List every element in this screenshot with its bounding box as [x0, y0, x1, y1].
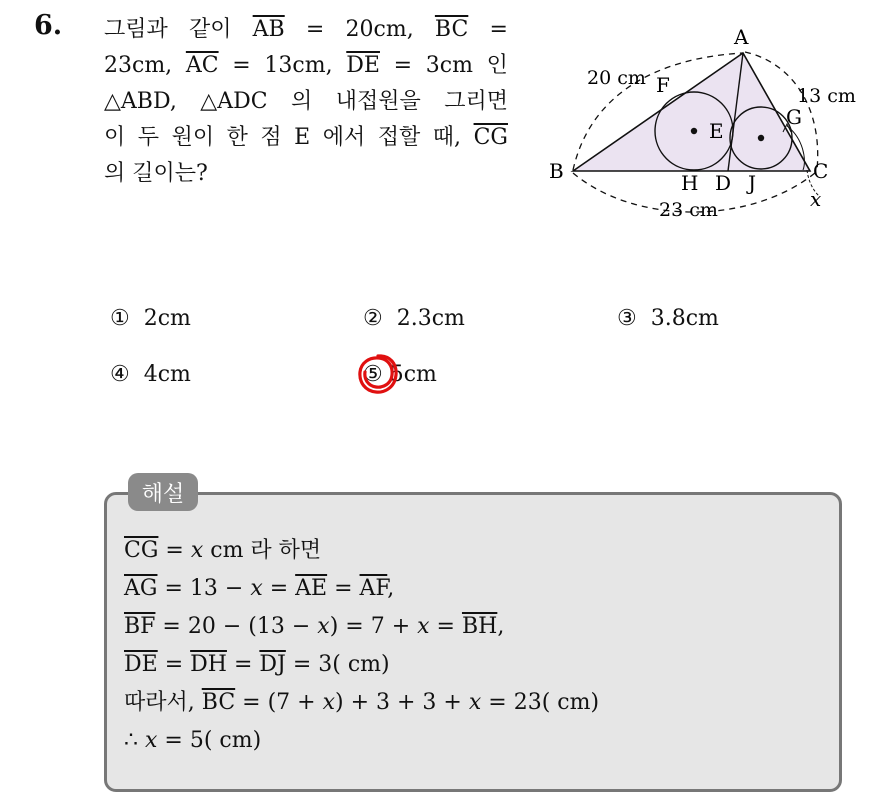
solution-tag: 해설 [128, 473, 198, 511]
label-e: E [709, 119, 724, 143]
choice-2[interactable] [363, 306, 465, 331]
solution-line [124, 646, 599, 684]
question-word: 내접원을 [335, 89, 421, 114]
segment-bf: $\overline{BF}$ [124, 614, 156, 639]
solution-text: = [262, 576, 296, 601]
question-word: = [489, 17, 508, 42]
question-word: = [232, 53, 251, 78]
choice-1-text: 2cm [143, 306, 191, 331]
question-text [104, 12, 508, 192]
solution-text: = 20 − (13 − [155, 614, 318, 639]
question-line [104, 48, 508, 84]
question-line [104, 156, 508, 192]
label-c: C [813, 159, 829, 183]
question-word: E [294, 125, 311, 150]
label-h: H [681, 171, 699, 195]
choice-1[interactable] [110, 306, 191, 331]
question-number: 6. [34, 10, 63, 41]
segment-bh: $\overline{BH}$ [461, 614, 498, 639]
question-word: △ADC [200, 89, 268, 114]
solution-line [124, 570, 599, 608]
choice-4-mark: ④ [110, 362, 130, 387]
segment-cg: $\overline{CG}$ [124, 538, 159, 563]
question-word: 길이는? [132, 161, 208, 186]
choice-3[interactable] [617, 306, 719, 331]
segment-dh: $\overline{DH}$ [190, 652, 227, 677]
segment-bc: $\overline{BC}$ [434, 17, 469, 42]
segment-ab: $\overline{AB}$ [252, 17, 285, 42]
center-dot-left [691, 128, 697, 134]
label-d: D [715, 171, 732, 195]
label-x: x [810, 187, 822, 211]
segment-de: $\overline{DE}$ [124, 652, 158, 677]
solution-text: = 23( cm) [481, 690, 600, 715]
solution-line [124, 608, 599, 646]
question-word: = [305, 17, 325, 42]
segment-de: $\overline{DE}$ [346, 53, 380, 78]
variable-x: x [145, 728, 158, 753]
question-word: 23cm, [104, 53, 173, 78]
question-word: 의 [104, 161, 126, 186]
segment-cg: $\overline{CG}$ [473, 125, 508, 150]
question-word: 접할 [377, 125, 421, 150]
label-b: B [549, 159, 564, 183]
variable-x: x [250, 576, 263, 601]
choice-2-mark: ② [363, 306, 383, 331]
solution-text: , [497, 614, 505, 639]
solution-text: = [327, 576, 360, 601]
question-word: = [393, 53, 413, 78]
question-line [104, 12, 508, 48]
question-word: △ABD, [104, 89, 177, 114]
variable-x: x [190, 538, 204, 563]
solution-text: = (7 + [235, 690, 323, 715]
segment-ag: $\overline{AG}$ [124, 576, 158, 601]
question-word: 20cm, [345, 17, 414, 42]
solution-text: = [226, 652, 260, 677]
solution-text: cm 라 하면 [203, 538, 322, 563]
solution-body [124, 532, 599, 760]
choice-3-mark: ③ [617, 306, 637, 331]
choice-2-text: 2.3cm [396, 306, 465, 331]
label-f: F [656, 73, 670, 97]
question-line [104, 84, 508, 120]
question-word: 그림과 [104, 17, 168, 42]
solution-text: 따라서, [124, 690, 202, 715]
question-word: 한 [226, 125, 248, 150]
question-word: 의 [291, 89, 313, 114]
variable-x: x [417, 614, 430, 639]
question-word: 에서 [322, 125, 366, 150]
question-line [104, 120, 508, 156]
solution-line [124, 532, 599, 570]
answer-circle-mark [355, 351, 401, 397]
choice-5-text: 5cm [389, 362, 437, 387]
variable-x: x [468, 690, 482, 715]
question-word: 13cm, [264, 53, 333, 78]
choice-5-mark: ⑤ [363, 362, 383, 387]
question-word: 이 [104, 125, 126, 150]
choice-1-mark: ① [110, 306, 130, 331]
solution-text: = [158, 538, 191, 563]
choice-3-text: 3.8cm [650, 306, 719, 331]
label-a: A [734, 25, 749, 49]
length-bc: 23 cm [659, 199, 718, 221]
choice-4[interactable] [110, 362, 191, 387]
label-g: G [786, 105, 802, 129]
solution-text: = 3( cm) [285, 652, 390, 677]
question-word: 3cm [425, 53, 473, 78]
segment-dj: $\overline{DJ}$ [259, 652, 286, 677]
variable-x: x [322, 690, 336, 715]
triangle-figure [545, 20, 880, 230]
segment-bc: $\overline{BC}$ [201, 690, 236, 715]
segment-af: $\overline{AF}$ [359, 576, 388, 601]
solution-text: = [157, 652, 191, 677]
segment-ae: $\overline{AE}$ [295, 576, 328, 601]
solution-text: , [387, 576, 395, 601]
solution-text: ) + 3 + 3 + [335, 690, 469, 715]
choice-4-text: 4cm [143, 362, 191, 387]
segment-ac: $\overline{AC}$ [185, 53, 219, 78]
solution-text: = [429, 614, 462, 639]
question-word: 인 [486, 53, 508, 78]
question-word: 원이 [171, 125, 215, 150]
question-word: 두 [137, 125, 160, 150]
length-ac: 13 cm [797, 85, 856, 107]
solution-text: ∴ [124, 728, 145, 753]
question-word: 점 [260, 125, 282, 150]
center-dot-right [758, 135, 764, 141]
question-word: 그리면 [444, 89, 508, 114]
question-word: 같이 [188, 17, 232, 42]
length-ab: 20 cm [587, 67, 646, 89]
solution-line [124, 684, 599, 722]
solution-text: = 13 − [157, 576, 251, 601]
solution-text: ) = 7 + [329, 614, 418, 639]
variable-x: x [317, 614, 330, 639]
solution-text: = 5( cm) [157, 728, 262, 753]
question-word: 때, [432, 125, 462, 150]
label-j: J [748, 171, 757, 195]
solution-line [124, 722, 599, 760]
